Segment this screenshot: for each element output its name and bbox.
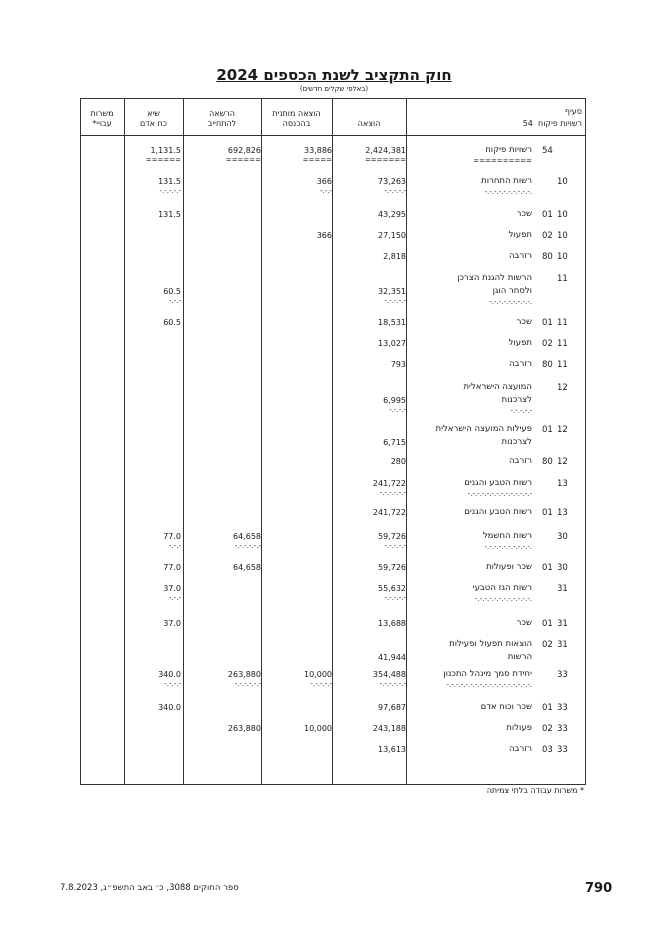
chapter-code: 12 xyxy=(557,383,568,393)
expense-value: 243,188 xyxy=(372,724,406,733)
expense-value-underline: -.-.-.-.- xyxy=(384,187,406,195)
chapter-code: 10 xyxy=(557,177,568,187)
peak-workforce-value-underline: -.-.- xyxy=(168,594,181,602)
section-code: 02 xyxy=(542,339,553,349)
chapter-code: 11 xyxy=(557,318,568,328)
item-name xyxy=(509,250,532,263)
header-expense: הוצאה xyxy=(357,119,381,128)
commitment-authority-value: 64,658 xyxy=(233,532,261,541)
item-name-line: שכר ופעולות xyxy=(485,562,532,572)
item-name xyxy=(509,358,532,371)
column-divider xyxy=(261,98,262,784)
peak-workforce-value-underline: -.-.- xyxy=(168,542,181,550)
chapter-code: 13 xyxy=(557,479,568,489)
item-name xyxy=(464,506,532,519)
item-name-line: תפעול xyxy=(508,230,532,240)
commitment-authority-value: 263,880 xyxy=(227,724,261,733)
item-name xyxy=(506,722,532,735)
expense-value: 55,632 xyxy=(378,584,406,593)
page-number: 790 xyxy=(585,881,613,896)
header-commitment-authority: הרשאה להתחייב xyxy=(207,109,237,128)
expense-value: 41,944 xyxy=(378,653,406,662)
chapter-code: 10 xyxy=(557,252,568,262)
item-name-line: רשות התחרות xyxy=(481,176,532,186)
item-name-line: רזרבה xyxy=(508,251,532,261)
item-name-line: רשות הגז הטבעי xyxy=(472,583,532,593)
expense-value: 13,688 xyxy=(378,619,406,628)
conditional-expense-value: 366 xyxy=(316,231,332,240)
item-name xyxy=(443,668,532,681)
item-name xyxy=(486,561,532,574)
section-code: 80 xyxy=(542,360,553,370)
expense-value: 6,995 xyxy=(383,396,406,405)
expense-value: 2,424,381 xyxy=(365,146,406,155)
item-name-line: לצרכנות xyxy=(501,395,532,405)
item-name-line: המועצה הישראלית xyxy=(463,382,532,392)
item-name xyxy=(449,638,532,664)
item-name-line: שכר xyxy=(516,618,532,628)
source-line: ספר החוקים 3088, כ׳ באב התשפ״ג, 7.8.2023 xyxy=(60,883,239,893)
section-code: 01 xyxy=(542,318,553,328)
expense-value-underline: -.-.-.-.-.- xyxy=(379,489,406,497)
footnote: * משרות עבודה בלתי צמיתה xyxy=(486,786,584,795)
item-name-line: שכר וכוח אדם xyxy=(480,702,532,712)
expense-value: 59,726 xyxy=(378,563,406,572)
column-divider xyxy=(124,98,125,784)
chapter-code: 12 xyxy=(557,425,568,435)
expense-value: 280 xyxy=(390,457,406,466)
header-divider xyxy=(80,135,585,136)
section-code: 80 xyxy=(542,457,553,467)
header-peak-workforce: שיא כח אדם xyxy=(139,109,168,128)
item-name-line: יחידת סמך מינהל התכנון xyxy=(443,669,532,679)
peak-workforce-value: 60.5 xyxy=(163,287,181,296)
item-name xyxy=(485,144,532,157)
chapter-code: 11 xyxy=(557,339,568,349)
chapter-code: 30 xyxy=(557,563,568,573)
peak-workforce-value-underline: ====== xyxy=(145,156,181,164)
item-name xyxy=(481,175,532,188)
item-name-line: פעילות המועצה הישראלית xyxy=(435,424,532,434)
item-name-underline: -.-.-.-.-.-.-.-.-.-.-.-.-.-.-.-.-.-. xyxy=(446,681,532,689)
peak-workforce-value: 340.0 xyxy=(158,670,181,679)
expense-value: 241,722 xyxy=(372,508,406,517)
item-name-underline: -.-.-.-.-.-.-.-.-.-. xyxy=(484,188,532,196)
item-name-line: רזרבה xyxy=(508,456,532,466)
header-conditional-expense: הוצאה מותנית בהכנסה xyxy=(272,109,321,128)
commitment-authority-value-underline: -.-.-.-.-.- xyxy=(234,680,261,688)
item-name xyxy=(435,423,532,449)
column-divider xyxy=(406,98,407,784)
item-name-line: רזרבה xyxy=(508,744,532,754)
peak-workforce-value-underline: -.-.-.-.- xyxy=(159,187,181,195)
chapter-code: 31 xyxy=(557,584,568,594)
expense-value: 18,531 xyxy=(378,318,406,327)
expense-value-underline: -.-.-.- xyxy=(389,406,406,414)
peak-workforce-value: 1,131.5 xyxy=(150,146,181,155)
item-name xyxy=(464,477,532,490)
expense-value: 6,715 xyxy=(383,438,406,447)
expense-value: 73,263 xyxy=(378,177,406,186)
item-name xyxy=(473,582,532,595)
peak-workforce-value: 131.5 xyxy=(158,210,181,219)
peak-workforce-value: 340.0 xyxy=(158,703,181,712)
item-name-underline: -.-.-.-.-.-.-.-.-.-.-.-. xyxy=(474,595,532,603)
peak-workforce-value: 77.0 xyxy=(163,532,181,541)
section-code: 80 xyxy=(542,252,553,262)
item-name xyxy=(509,337,532,350)
section-code: 01 xyxy=(542,425,553,435)
item-name xyxy=(481,701,532,714)
section-code: 02 xyxy=(542,231,553,241)
item-name-underline: -.-.-.-.-.-.-.-.-.-.-.-.-.- xyxy=(467,490,532,498)
conditional-expense-value-underline: ===== xyxy=(302,156,332,164)
chapter-code: 31 xyxy=(557,640,568,650)
item-name xyxy=(463,381,532,407)
section-code: 01 xyxy=(542,508,553,518)
chapter-code: 33 xyxy=(557,745,568,755)
commitment-authority-value: 692,826 xyxy=(227,146,261,155)
page-subtitle: (באלפי שקלים חדשים) xyxy=(299,85,369,93)
item-name-line: שכר xyxy=(516,317,532,327)
chapter-code: 12 xyxy=(557,457,568,467)
chapter-code: 30 xyxy=(557,532,568,542)
chapter-code: 11 xyxy=(557,274,568,284)
item-name-line: רשות הטבע והגנים xyxy=(464,478,532,488)
expense-value-underline: -.-.-.-.- xyxy=(384,297,406,305)
expense-value: 32,351 xyxy=(378,287,406,296)
expense-value-underline: -.-.-.-.- xyxy=(384,594,406,602)
expense-value: 59,726 xyxy=(378,532,406,541)
conditional-expense-value: 10,000 xyxy=(304,670,332,679)
section-code: 01 xyxy=(542,210,553,220)
item-name xyxy=(509,743,532,756)
section-code: 02 xyxy=(542,640,553,650)
item-name-underline: -.-.-.-.- xyxy=(510,407,532,415)
conditional-expense-value-underline: -.-.- xyxy=(319,187,332,195)
commitment-authority-value-underline: -.-.-.-.-.- xyxy=(234,542,261,550)
chapter-code: 33 xyxy=(557,670,568,680)
item-name-underline: ========== xyxy=(473,157,532,165)
column-divider xyxy=(332,98,333,784)
item-name xyxy=(517,316,532,329)
section-code: 54 xyxy=(542,146,553,156)
peak-workforce-value-underline: -.-.- xyxy=(168,297,181,305)
chapter-code: 13 xyxy=(557,508,568,518)
conditional-expense-value-underline: -.-.-.-.- xyxy=(310,680,332,688)
header-section: סעיף xyxy=(564,107,582,116)
peak-workforce-value: 60.5 xyxy=(163,318,181,327)
item-name-line: הרשות להגנת הצרכן xyxy=(457,273,532,283)
expense-value: 793 xyxy=(390,360,406,369)
item-name-line: ולסחר הוגן xyxy=(492,286,532,296)
section-code: 01 xyxy=(542,563,553,573)
commitment-authority-value: 64,658 xyxy=(233,563,261,572)
expense-value: 97,687 xyxy=(378,703,406,712)
expense-value-underline: -.-.-.-.-.- xyxy=(379,680,406,688)
item-name-line: תפעול xyxy=(508,338,532,348)
item-name-line: שכר xyxy=(516,209,532,219)
expense-value: 13,613 xyxy=(378,745,406,754)
item-name-line: פעולות xyxy=(506,723,532,733)
expense-value-underline: -.-.-.-.- xyxy=(384,542,406,550)
conditional-expense-value: 33,886 xyxy=(304,146,332,155)
conditional-expense-value: 366 xyxy=(316,177,332,186)
expense-value: 43,295 xyxy=(378,210,406,219)
expense-value: 2,818 xyxy=(383,252,406,261)
item-name xyxy=(509,455,532,468)
chapter-code: 10 xyxy=(557,231,568,241)
peak-workforce-value: 37.0 xyxy=(163,584,181,593)
section-code: 01 xyxy=(542,619,553,629)
item-name xyxy=(517,208,532,221)
column-divider xyxy=(183,98,184,784)
item-name-line: רזרבה xyxy=(508,359,532,369)
section-code: 01 xyxy=(542,703,553,713)
expense-value-underline: ======= xyxy=(364,156,406,164)
header-section-title: רשויות פיקוח 54 xyxy=(522,119,582,128)
item-name-line: רשויות פיקוח xyxy=(485,145,532,155)
peak-workforce-value: 77.0 xyxy=(163,563,181,572)
commitment-authority-value: 263,880 xyxy=(227,670,261,679)
chapter-code: 33 xyxy=(557,703,568,713)
item-name-underline: -.-.-.-.-.-.-.-.-. xyxy=(489,298,532,306)
peak-workforce-value: 131.5 xyxy=(158,177,181,186)
expense-value: 241,722 xyxy=(372,479,406,488)
chapter-code: 31 xyxy=(557,619,568,629)
peak-workforce-value: 37.0 xyxy=(163,619,181,628)
item-name xyxy=(483,530,532,543)
section-code: 02 xyxy=(542,724,553,734)
chapter-code: 10 xyxy=(557,210,568,220)
section-code: 03 xyxy=(542,745,553,755)
item-name-line: הוצאות תפעול ופעילות xyxy=(449,639,532,649)
chapter-code: 33 xyxy=(557,724,568,734)
page-title: חוק התקציב לשנת הכספים 2024 xyxy=(216,66,452,84)
conditional-expense-value: 10,000 xyxy=(304,724,332,733)
item-name-underline: -.-.-.-.-.-.-.-.-.-. xyxy=(484,543,532,551)
chapter-code: 11 xyxy=(557,360,568,370)
commitment-authority-value-underline: ====== xyxy=(225,156,261,164)
expense-value: 354,488 xyxy=(372,670,406,679)
item-name-line: לצרכנות xyxy=(501,437,532,447)
item-name xyxy=(457,272,532,298)
header-posts: משרות עבויי* xyxy=(90,109,114,128)
item-name xyxy=(509,229,532,242)
item-name-line: רשות הטבע והגנים xyxy=(464,507,532,517)
expense-value: 27,150 xyxy=(378,231,406,240)
item-name-line: הרשות xyxy=(507,652,532,662)
peak-workforce-value-underline: -.-.-.- xyxy=(164,680,181,688)
expense-value: 13,027 xyxy=(378,339,406,348)
item-name-line: רשות החשמל xyxy=(482,531,532,541)
item-name xyxy=(517,617,532,630)
